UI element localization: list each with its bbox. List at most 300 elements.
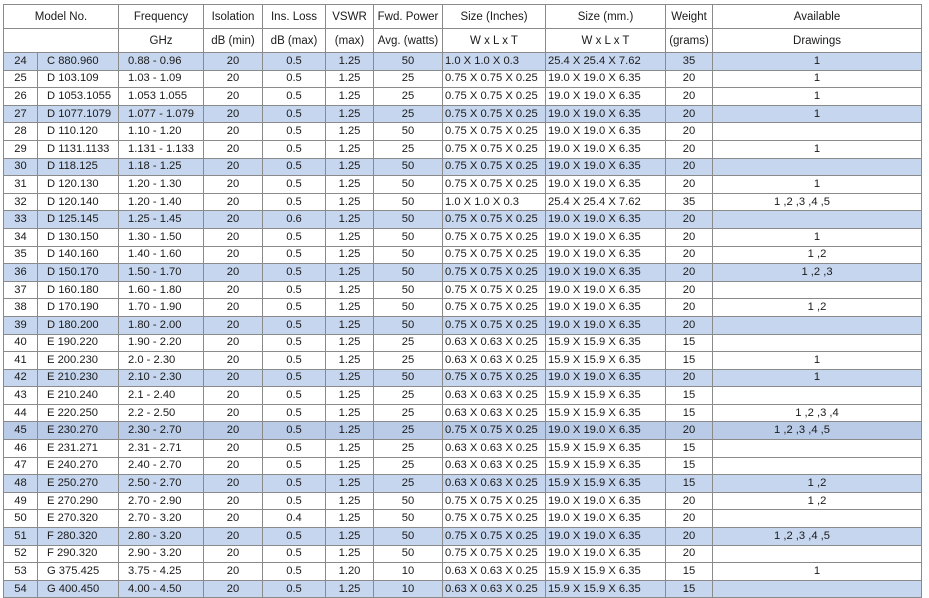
vswr-cell: 1.25 (326, 528, 374, 546)
size-inches-cell: 0.75 X 0.75 X 0.25 (443, 70, 546, 88)
row-number-cell: 50 (4, 510, 38, 528)
size-inches-cell: 0.75 X 0.75 X 0.25 (443, 123, 546, 141)
header-model: Model No. (4, 5, 119, 29)
isolation-cell: 20 (204, 246, 263, 264)
spec-table-container (3, 4, 922, 598)
frequency-cell: 2.10 - 2.30 (119, 369, 204, 387)
header-row-1 (4, 5, 922, 29)
insertion-loss-cell: 0.5 (263, 70, 326, 88)
vswr-cell: 1.25 (326, 193, 374, 211)
model-cell: D 1077.1079 (38, 105, 119, 123)
table-row[interactable] (4, 123, 922, 141)
frequency-cell: 2.1 - 2.40 (119, 387, 204, 405)
frequency-cell: 3.75 - 4.25 (119, 563, 204, 581)
table-row[interactable] (4, 369, 922, 387)
isolation-cell: 20 (204, 211, 263, 229)
table-row[interactable] (4, 140, 922, 158)
forward-power-cell: 50 (374, 510, 443, 528)
header-forward-power: Fwd. Power (374, 5, 443, 29)
row-number-cell: 53 (4, 563, 38, 581)
header-model-sub (4, 29, 119, 53)
forward-power-cell: 50 (374, 176, 443, 194)
vswr-cell: 1.25 (326, 369, 374, 387)
drawings-cell (713, 457, 922, 475)
drawings-cell: 1 ,2 ,3 ,4 (713, 404, 922, 422)
insertion-loss-cell: 0.5 (263, 457, 326, 475)
row-number-cell: 48 (4, 475, 38, 493)
forward-power-cell: 50 (374, 492, 443, 510)
row-number-cell: 28 (4, 123, 38, 141)
model-cell: E 230.270 (38, 422, 119, 440)
table-row[interactable] (4, 475, 922, 493)
drawings-cell: 1 (713, 352, 922, 370)
table-row[interactable] (4, 404, 922, 422)
forward-power-cell: 50 (374, 528, 443, 546)
drawings-cell (713, 158, 922, 176)
table-header (4, 5, 922, 53)
header-frequency: Frequency (119, 5, 204, 29)
forward-power-cell: 25 (374, 475, 443, 493)
frequency-cell: 1.053 1.055 (119, 88, 204, 106)
insertion-loss-cell: 0.5 (263, 422, 326, 440)
size-mm-cell: 19.0 X 19.0 X 6.35 (546, 316, 666, 334)
size-mm-cell: 15.9 X 15.9 X 6.35 (546, 457, 666, 475)
insertion-loss-cell: 0.5 (263, 176, 326, 194)
isolation-cell: 20 (204, 158, 263, 176)
table-row[interactable] (4, 334, 922, 352)
vswr-cell: 1.25 (326, 211, 374, 229)
model-cell: C 880.960 (38, 53, 119, 71)
isolator-spec-table (3, 4, 922, 598)
size-mm-cell: 25.4 X 25.4 X 7.62 (546, 53, 666, 71)
size-inches-cell: 0.75 X 0.75 X 0.25 (443, 176, 546, 194)
forward-power-cell: 25 (374, 140, 443, 158)
forward-power-cell: 25 (374, 457, 443, 475)
vswr-cell: 1.25 (326, 123, 374, 141)
size-mm-cell: 15.9 X 15.9 X 6.35 (546, 440, 666, 458)
row-number-cell: 35 (4, 246, 38, 264)
weight-cell: 20 (666, 299, 713, 317)
insertion-loss-cell: 0.5 (263, 334, 326, 352)
vswr-cell: 1.25 (326, 545, 374, 563)
model-cell: D 160.180 (38, 281, 119, 299)
size-mm-cell: 19.0 X 19.0 X 6.35 (546, 299, 666, 317)
frequency-cell: 2.70 - 3.20 (119, 510, 204, 528)
vswr-cell: 1.25 (326, 475, 374, 493)
forward-power-cell: 10 (374, 580, 443, 598)
weight-cell: 20 (666, 70, 713, 88)
size-inches-cell: 0.63 X 0.63 X 0.25 (443, 404, 546, 422)
model-cell: D 118.125 (38, 158, 119, 176)
table-row[interactable] (4, 246, 922, 264)
isolation-cell: 20 (204, 105, 263, 123)
isolation-cell: 20 (204, 176, 263, 194)
row-number-cell: 45 (4, 422, 38, 440)
size-mm-cell: 19.0 X 19.0 X 6.35 (546, 528, 666, 546)
model-cell: D 170.190 (38, 299, 119, 317)
insertion-loss-cell: 0.5 (263, 316, 326, 334)
size-inches-cell: 0.63 X 0.63 X 0.25 (443, 475, 546, 493)
size-mm-cell: 19.0 X 19.0 X 6.35 (546, 246, 666, 264)
vswr-cell: 1.25 (326, 316, 374, 334)
vswr-cell: 1.25 (326, 281, 374, 299)
size-inches-cell: 0.75 X 0.75 X 0.25 (443, 140, 546, 158)
frequency-cell: 1.90 - 2.20 (119, 334, 204, 352)
frequency-cell: 2.50 - 2.70 (119, 475, 204, 493)
drawings-cell (713, 580, 922, 598)
model-cell: G 400.450 (38, 580, 119, 598)
size-inches-cell: 0.75 X 0.75 X 0.25 (443, 264, 546, 282)
size-mm-cell: 15.9 X 15.9 X 6.35 (546, 387, 666, 405)
weight-cell: 15 (666, 352, 713, 370)
size-inches-cell: 0.63 X 0.63 X 0.25 (443, 440, 546, 458)
insertion-loss-cell: 0.5 (263, 158, 326, 176)
weight-cell: 15 (666, 440, 713, 458)
insertion-loss-cell: 0.5 (263, 281, 326, 299)
vswr-cell: 1.20 (326, 563, 374, 581)
row-number-cell: 43 (4, 387, 38, 405)
forward-power-cell: 25 (374, 334, 443, 352)
table-row[interactable] (4, 528, 922, 546)
drawings-cell: 1 ,2 (713, 299, 922, 317)
drawings-cell: 1 ,2 (713, 246, 922, 264)
model-cell: D 130.150 (38, 228, 119, 246)
frequency-cell: 1.80 - 2.00 (119, 316, 204, 334)
weight-cell: 35 (666, 193, 713, 211)
frequency-cell: 1.10 - 1.20 (119, 123, 204, 141)
model-cell: F 290.320 (38, 545, 119, 563)
size-inches-cell: 0.75 X 0.75 X 0.25 (443, 316, 546, 334)
drawings-cell: 1 (713, 228, 922, 246)
forward-power-cell: 50 (374, 299, 443, 317)
drawings-cell: 1 (713, 88, 922, 106)
size-mm-cell: 15.9 X 15.9 X 6.35 (546, 334, 666, 352)
row-number-cell: 34 (4, 228, 38, 246)
drawings-cell: 1 (713, 176, 922, 194)
size-inches-cell: 0.75 X 0.75 X 0.25 (443, 228, 546, 246)
insertion-loss-cell: 0.5 (263, 193, 326, 211)
row-number-cell: 54 (4, 580, 38, 598)
insertion-loss-cell: 0.5 (263, 528, 326, 546)
isolation-cell: 20 (204, 140, 263, 158)
table-body (4, 53, 922, 598)
table-row[interactable] (4, 510, 922, 528)
frequency-cell: 1.60 - 1.80 (119, 281, 204, 299)
size-mm-cell: 19.0 X 19.0 X 6.35 (546, 281, 666, 299)
table-row[interactable] (4, 211, 922, 229)
row-number-cell: 33 (4, 211, 38, 229)
vswr-cell: 1.25 (326, 580, 374, 598)
weight-cell: 20 (666, 123, 713, 141)
forward-power-cell: 50 (374, 123, 443, 141)
table-row[interactable] (4, 440, 922, 458)
table-row[interactable] (4, 105, 922, 123)
model-cell: D 140.160 (38, 246, 119, 264)
model-cell: F 280.320 (38, 528, 119, 546)
insertion-loss-cell: 0.5 (263, 123, 326, 141)
header-row-2 (4, 29, 922, 53)
vswr-cell: 1.25 (326, 510, 374, 528)
model-cell: D 150.170 (38, 264, 119, 282)
drawings-cell (713, 510, 922, 528)
header-size-inches-unit: W x L x T (443, 29, 546, 53)
size-mm-cell: 19.0 X 19.0 X 6.35 (546, 545, 666, 563)
size-inches-cell: 0.75 X 0.75 X 0.25 (443, 422, 546, 440)
weight-cell: 20 (666, 88, 713, 106)
forward-power-cell: 25 (374, 88, 443, 106)
row-number-cell: 40 (4, 334, 38, 352)
header-weight-unit: (grams) (666, 29, 713, 53)
row-number-cell: 49 (4, 492, 38, 510)
table-row[interactable] (4, 580, 922, 598)
drawings-cell: 1 ,2 (713, 475, 922, 493)
table-row[interactable] (4, 228, 922, 246)
row-number-cell: 32 (4, 193, 38, 211)
size-inches-cell: 0.75 X 0.75 X 0.25 (443, 88, 546, 106)
vswr-cell: 1.25 (326, 140, 374, 158)
drawings-cell: 1 ,2 ,3 (713, 264, 922, 282)
frequency-cell: 1.131 - 1.133 (119, 140, 204, 158)
vswr-cell: 1.25 (326, 105, 374, 123)
table-row[interactable] (4, 176, 922, 194)
table-row[interactable] (4, 352, 922, 370)
weight-cell: 20 (666, 545, 713, 563)
row-number-cell: 31 (4, 176, 38, 194)
size-inches-cell: 0.75 X 0.75 X 0.25 (443, 158, 546, 176)
vswr-cell: 1.25 (326, 88, 374, 106)
model-cell: D 110.120 (38, 123, 119, 141)
insertion-loss-cell: 0.5 (263, 387, 326, 405)
model-cell: E 240.270 (38, 457, 119, 475)
header-vswr-unit: (max) (326, 29, 374, 53)
weight-cell: 15 (666, 563, 713, 581)
frequency-cell: 1.25 - 1.45 (119, 211, 204, 229)
drawings-cell: 1 (713, 105, 922, 123)
table-row[interactable] (4, 193, 922, 211)
table-row[interactable] (4, 88, 922, 106)
header-size-mm: Size (mm.) (546, 5, 666, 29)
table-row[interactable] (4, 158, 922, 176)
size-inches-cell: 0.75 X 0.75 X 0.25 (443, 528, 546, 546)
table-row[interactable] (4, 264, 922, 282)
drawings-cell: 1 ,2 ,3 ,4 ,5 (713, 422, 922, 440)
size-mm-cell: 25.4 X 25.4 X 7.62 (546, 193, 666, 211)
drawings-cell: 1 (713, 70, 922, 88)
model-cell: E 210.230 (38, 369, 119, 387)
isolation-cell: 20 (204, 563, 263, 581)
table-row[interactable] (4, 387, 922, 405)
weight-cell: 15 (666, 475, 713, 493)
size-mm-cell: 19.0 X 19.0 X 6.35 (546, 123, 666, 141)
weight-cell: 20 (666, 211, 713, 229)
forward-power-cell: 50 (374, 545, 443, 563)
isolation-cell: 20 (204, 510, 263, 528)
isolation-cell: 20 (204, 264, 263, 282)
isolation-cell: 20 (204, 70, 263, 88)
vswr-cell: 1.25 (326, 158, 374, 176)
size-mm-cell: 15.9 X 15.9 X 6.35 (546, 352, 666, 370)
table-row[interactable] (4, 53, 922, 71)
weight-cell: 20 (666, 140, 713, 158)
isolation-cell: 20 (204, 352, 263, 370)
size-inches-cell: 0.63 X 0.63 X 0.25 (443, 580, 546, 598)
frequency-cell: 2.90 - 3.20 (119, 545, 204, 563)
frequency-cell: 1.30 - 1.50 (119, 228, 204, 246)
weight-cell: 15 (666, 457, 713, 475)
isolation-cell: 20 (204, 457, 263, 475)
size-inches-cell: 0.63 X 0.63 X 0.25 (443, 457, 546, 475)
table-row[interactable] (4, 545, 922, 563)
frequency-cell: 1.50 - 1.70 (119, 264, 204, 282)
table-row[interactable] (4, 422, 922, 440)
forward-power-cell: 50 (374, 193, 443, 211)
size-inches-cell: 0.63 X 0.63 X 0.25 (443, 352, 546, 370)
isolation-cell: 20 (204, 369, 263, 387)
isolation-cell: 20 (204, 440, 263, 458)
forward-power-cell: 50 (374, 211, 443, 229)
row-number-cell: 29 (4, 140, 38, 158)
vswr-cell: 1.25 (326, 457, 374, 475)
weight-cell: 20 (666, 264, 713, 282)
frequency-cell: 2.2 - 2.50 (119, 404, 204, 422)
row-number-cell: 37 (4, 281, 38, 299)
table-row[interactable] (4, 316, 922, 334)
isolation-cell: 20 (204, 299, 263, 317)
insertion-loss-cell: 0.5 (263, 545, 326, 563)
insertion-loss-cell: 0.5 (263, 105, 326, 123)
table-row[interactable] (4, 299, 922, 317)
size-mm-cell: 19.0 X 19.0 X 6.35 (546, 228, 666, 246)
forward-power-cell: 50 (374, 53, 443, 71)
drawings-cell: 1 (713, 369, 922, 387)
table-row[interactable] (4, 492, 922, 510)
drawings-cell (713, 440, 922, 458)
model-cell: G 375.425 (38, 563, 119, 581)
forward-power-cell: 25 (374, 404, 443, 422)
forward-power-cell: 25 (374, 387, 443, 405)
weight-cell: 20 (666, 158, 713, 176)
weight-cell: 20 (666, 510, 713, 528)
frequency-cell: 1.03 - 1.09 (119, 70, 204, 88)
header-drawings-sub: Drawings (713, 29, 922, 53)
size-inches-cell: 1.0 X 1.0 X 0.3 (443, 193, 546, 211)
insertion-loss-cell: 0.5 (263, 264, 326, 282)
frequency-cell: 0.88 - 0.96 (119, 53, 204, 71)
insertion-loss-cell: 0.5 (263, 475, 326, 493)
weight-cell: 20 (666, 422, 713, 440)
size-mm-cell: 19.0 X 19.0 X 6.35 (546, 176, 666, 194)
size-mm-cell: 19.0 X 19.0 X 6.35 (546, 510, 666, 528)
drawings-cell: 1 ,2 (713, 492, 922, 510)
isolation-cell: 20 (204, 53, 263, 71)
model-cell: E 210.240 (38, 387, 119, 405)
header-size-inches: Size (Inches) (443, 5, 546, 29)
forward-power-cell: 50 (374, 246, 443, 264)
header-frequency-unit: GHz (119, 29, 204, 53)
weight-cell: 20 (666, 316, 713, 334)
size-inches-cell: 0.75 X 0.75 X 0.25 (443, 246, 546, 264)
table-row[interactable] (4, 281, 922, 299)
header-isolation-unit: dB (min) (204, 29, 263, 53)
drawings-cell: 1 ,2 ,3 ,4 ,5 (713, 528, 922, 546)
forward-power-cell: 50 (374, 316, 443, 334)
isolation-cell: 20 (204, 193, 263, 211)
vswr-cell: 1.25 (326, 246, 374, 264)
model-cell: D 120.140 (38, 193, 119, 211)
insertion-loss-cell: 0.5 (263, 563, 326, 581)
size-mm-cell: 19.0 X 19.0 X 6.35 (546, 264, 666, 282)
model-cell: E 270.290 (38, 492, 119, 510)
size-inches-cell: 0.63 X 0.63 X 0.25 (443, 387, 546, 405)
frequency-cell: 1.20 - 1.40 (119, 193, 204, 211)
weight-cell: 15 (666, 580, 713, 598)
table-row[interactable] (4, 70, 922, 88)
insertion-loss-cell: 0.5 (263, 352, 326, 370)
vswr-cell: 1.25 (326, 70, 374, 88)
drawings-cell: 1 (713, 53, 922, 71)
weight-cell: 20 (666, 528, 713, 546)
row-number-cell: 26 (4, 88, 38, 106)
vswr-cell: 1.25 (326, 440, 374, 458)
size-mm-cell: 19.0 X 19.0 X 6.35 (546, 158, 666, 176)
header-size-mm-unit: W x L x T (546, 29, 666, 53)
size-inches-cell: 0.75 X 0.75 X 0.25 (443, 369, 546, 387)
size-inches-cell: 0.75 X 0.75 X 0.25 (443, 105, 546, 123)
isolation-cell: 20 (204, 228, 263, 246)
model-cell: D 1053.1055 (38, 88, 119, 106)
model-cell: D 1131.1133 (38, 140, 119, 158)
model-cell: E 190.220 (38, 334, 119, 352)
vswr-cell: 1.25 (326, 422, 374, 440)
weight-cell: 15 (666, 334, 713, 352)
forward-power-cell: 50 (374, 228, 443, 246)
forward-power-cell: 50 (374, 264, 443, 282)
vswr-cell: 1.25 (326, 53, 374, 71)
size-mm-cell: 15.9 X 15.9 X 6.35 (546, 580, 666, 598)
header-weight: Weight (666, 5, 713, 29)
weight-cell: 35 (666, 53, 713, 71)
weight-cell: 20 (666, 228, 713, 246)
forward-power-cell: 50 (374, 281, 443, 299)
drawings-cell (713, 123, 922, 141)
size-inches-cell: 0.63 X 0.63 X 0.25 (443, 334, 546, 352)
forward-power-cell: 25 (374, 70, 443, 88)
vswr-cell: 1.25 (326, 387, 374, 405)
frequency-cell: 4.00 - 4.50 (119, 580, 204, 598)
isolation-cell: 20 (204, 492, 263, 510)
model-cell: E 270.320 (38, 510, 119, 528)
forward-power-cell: 10 (374, 563, 443, 581)
vswr-cell: 1.25 (326, 299, 374, 317)
row-number-cell: 44 (4, 404, 38, 422)
size-mm-cell: 19.0 X 19.0 X 6.35 (546, 369, 666, 387)
isolation-cell: 20 (204, 316, 263, 334)
isolation-cell: 20 (204, 545, 263, 563)
insertion-loss-cell: 0.5 (263, 492, 326, 510)
size-mm-cell: 15.9 X 15.9 X 6.35 (546, 475, 666, 493)
table-row[interactable] (4, 457, 922, 475)
table-row[interactable] (4, 563, 922, 581)
frequency-cell: 2.0 - 2.30 (119, 352, 204, 370)
vswr-cell: 1.25 (326, 264, 374, 282)
header-vswr: VSWR (326, 5, 374, 29)
isolation-cell: 20 (204, 404, 263, 422)
insertion-loss-cell: 0.5 (263, 299, 326, 317)
weight-cell: 20 (666, 176, 713, 194)
insertion-loss-cell: 0.5 (263, 246, 326, 264)
drawings-cell (713, 316, 922, 334)
insertion-loss-cell: 0.5 (263, 228, 326, 246)
